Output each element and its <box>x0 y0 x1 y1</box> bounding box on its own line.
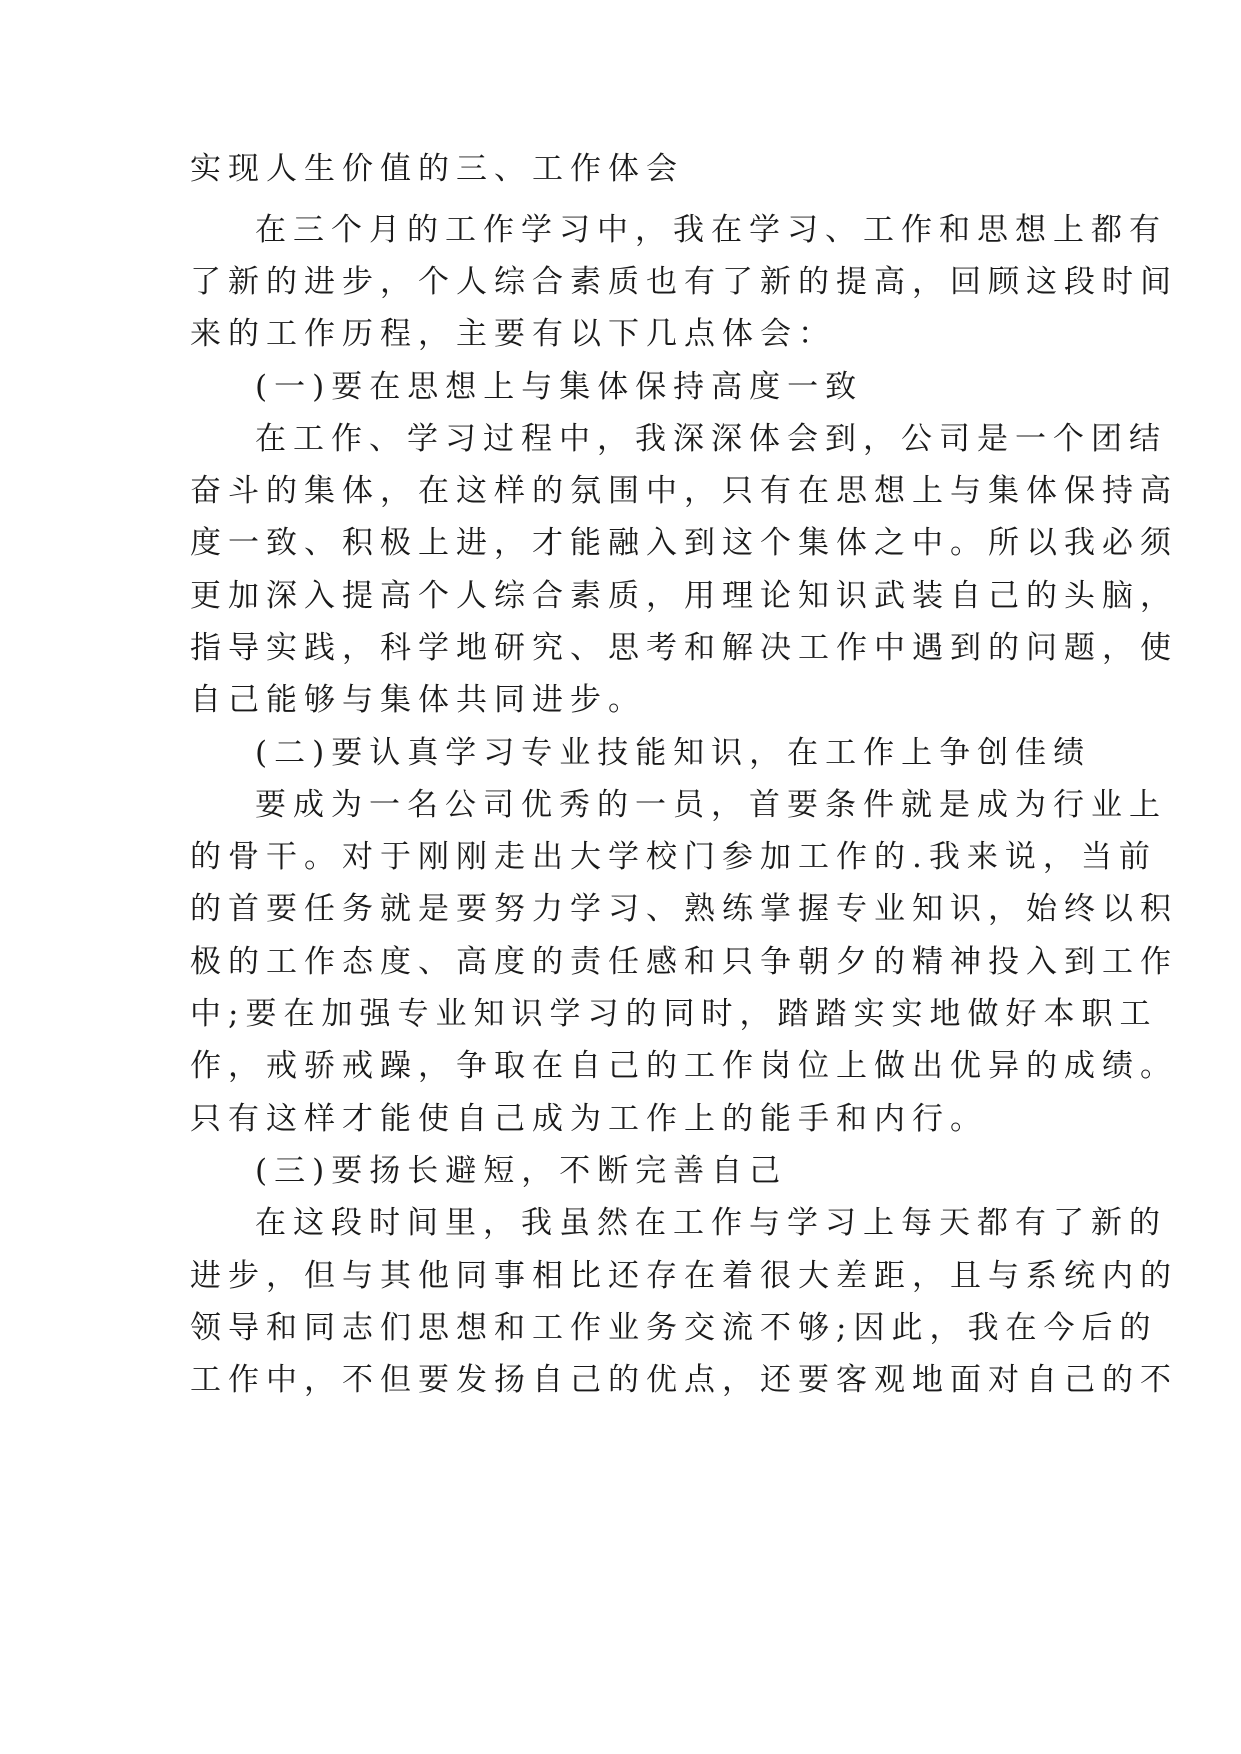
text-line: 更加深入提高个人综合素质，用理论知识武装自己的头脑， <box>190 578 1178 614</box>
text-line: 来的工作历程，主要有以下几点体会： <box>190 316 836 352</box>
text-line: 了新的进步，个人综合素质也有了新的提高，回顾这段时间 <box>190 264 1178 300</box>
text-line: 只有这样才能使自己成为工作上的能手和内行。 <box>190 1101 988 1137</box>
text-line: 要成为一名公司优秀的一员，首要条件就是成为行业上 <box>255 787 1167 823</box>
text-line: 在三个月的工作学习中，我在学习、工作和思想上都有 <box>255 212 1167 248</box>
text-line: 指导实践，科学地研究、思考和解决工作中遇到的问题，使 <box>190 630 1178 666</box>
section-heading: (三)要扬长避短，不断完善自己 <box>255 1153 788 1189</box>
section-heading: (二)要认真学习专业技能知识，在工作上争创佳绩 <box>255 735 1092 771</box>
text-line: 实现人生价值的三、工作体会 <box>190 151 684 187</box>
text-line: 度一致、积极上进，才能融入到这个集体之中。所以我必须 <box>190 525 1178 561</box>
text-line: 作，戒骄戒躁，争取在自己的工作岗位上做出优异的成绩。 <box>190 1048 1178 1084</box>
text-line: 领导和同志们思想和工作业务交流不够;因此，我在今后的 <box>190 1310 1158 1346</box>
text-line: 的骨干。对于刚刚走出大学校门参加工作的.我来说，当前 <box>190 839 1157 875</box>
text-line: 自己能够与集体共同进步。 <box>190 682 646 718</box>
section-heading: (一)要在思想上与集体保持高度一致 <box>255 369 864 405</box>
text-line: 中;要在加强专业知识学习的同时，踏踏实实地做好本职工 <box>190 996 1158 1032</box>
text-line: 进步，但与其他同事相比还存在着很大差距，且与系统内的 <box>190 1258 1178 1294</box>
text-line: 的首要任务就是要努力学习、熟练掌握专业知识，始终以积 <box>190 891 1178 927</box>
text-line: 奋斗的集体，在这样的氛围中，只有在思想上与集体保持高 <box>190 473 1178 509</box>
text-line: 在工作、学习过程中，我深深体会到，公司是一个团结 <box>255 421 1167 457</box>
text-line: 在这段时间里，我虽然在工作与学习上每天都有了新的 <box>255 1205 1167 1241</box>
text-line: 极的工作态度、高度的责任感和只争朝夕的精神投入到工作 <box>190 944 1178 980</box>
text-line: 工作中，不但要发扬自己的优点，还要客观地面对自己的不 <box>190 1362 1178 1398</box>
